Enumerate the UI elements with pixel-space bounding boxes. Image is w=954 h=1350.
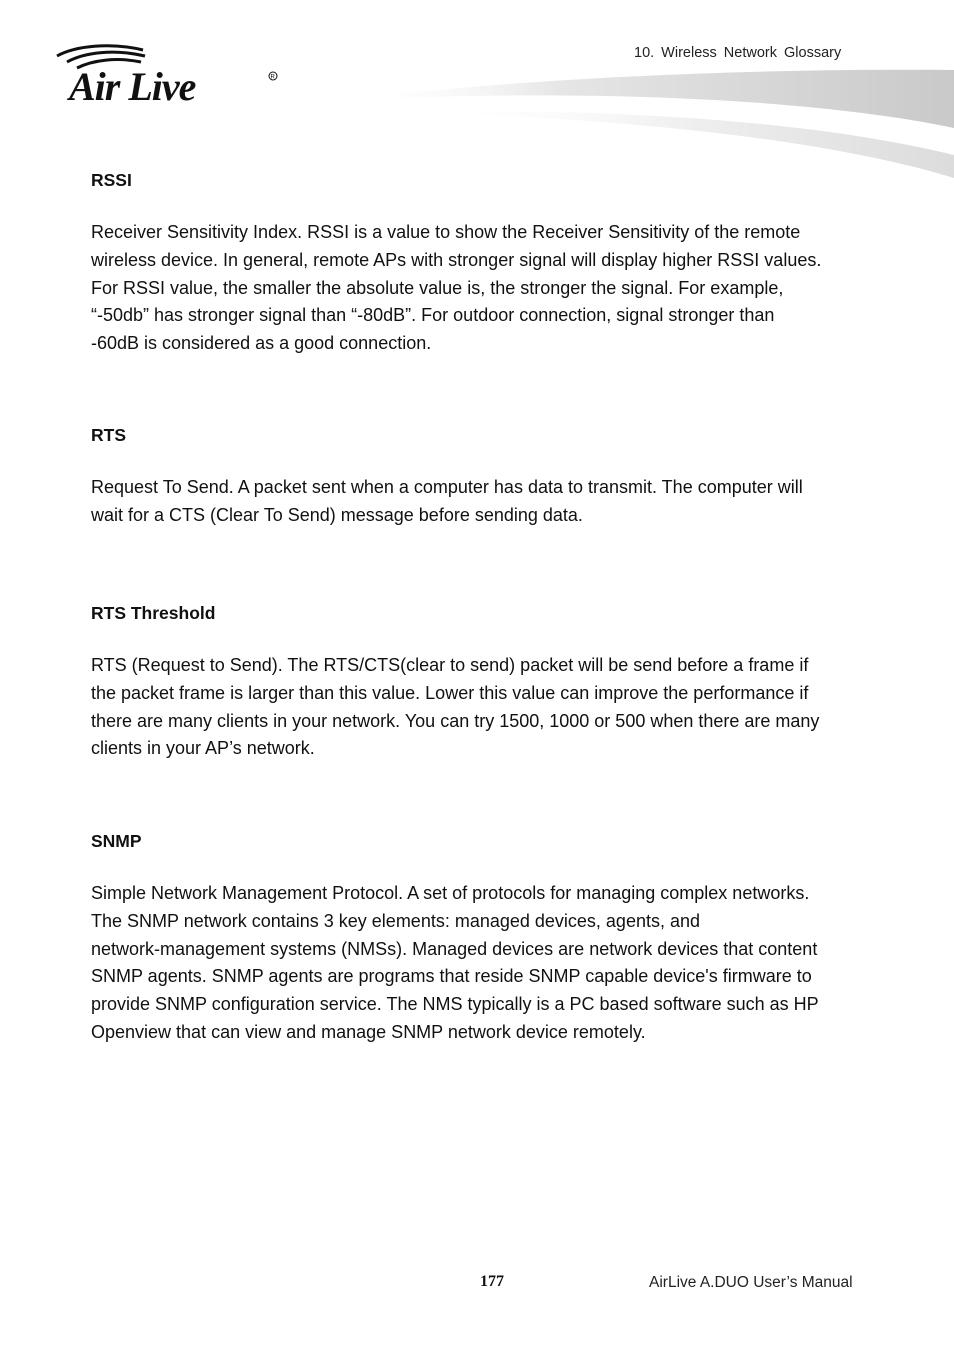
manual-title: AirLive A.DUO User’s Manual bbox=[649, 1274, 853, 1291]
entry-heading: SNMP bbox=[91, 831, 142, 851]
glossary-entry-rts bbox=[91, 424, 881, 530]
svg-text:R: R bbox=[270, 74, 275, 81]
glossary-entry-rts-threshold bbox=[91, 602, 881, 763]
entry-heading: RTS Threshold bbox=[91, 603, 216, 623]
glossary-entry-rssi bbox=[91, 169, 881, 358]
logo-wordmark: Air Live bbox=[69, 64, 196, 109]
entry-body: Request To Send. A packet sent when a computer has data to transmit. The computer will wait for a CTS (Clear To Send) message before sending data. bbox=[91, 477, 803, 525]
entry-heading: RTS bbox=[91, 425, 126, 445]
airlive-logo bbox=[55, 40, 285, 110]
entry-body: Receiver Sensitivity Index. RSSI is a value to show the Receiver Sensitivity of the remote wireless device. In general, remote APs with stronger signal will display higher RSSI values. For RSSI value, the smaller the absolute value is, the stronger the signal. For example, “-50db” has stronger signal than “-80dB”. For outdoor connection, signal stronger than -60dB is considered as a good connection. bbox=[91, 222, 822, 354]
entry-body: RTS (Request to Send). The RTS/CTS(clear to send) packet will be send before a frame if the packet frame is larger than this value. Lower this value can improve the performance if there are many clients in your network. You can try 1500, 1000 or 500 when there are many clients in your AP’s network. bbox=[91, 655, 820, 759]
chapter-title: 10. Wireless Network Glossary bbox=[634, 45, 842, 61]
entry-body: Simple Network Management Protocol. A set of protocols for managing complex networks. The SNMP network contains 3 key elements: managed devices, agents, and network-management systems (NMSs). Managed devices are network devices that content SNMP agents. SNMP agents are programs that reside SNMP capable device's firmware to provide SNMP configuration service. The NMS typically is a PC based software such as HP Openview that can view and manage SNMP network device remotely. bbox=[91, 883, 819, 1042]
page-number: 177 bbox=[480, 1273, 504, 1290]
glossary-entry-snmp bbox=[91, 830, 881, 1047]
entry-heading: RSSI bbox=[91, 170, 132, 190]
